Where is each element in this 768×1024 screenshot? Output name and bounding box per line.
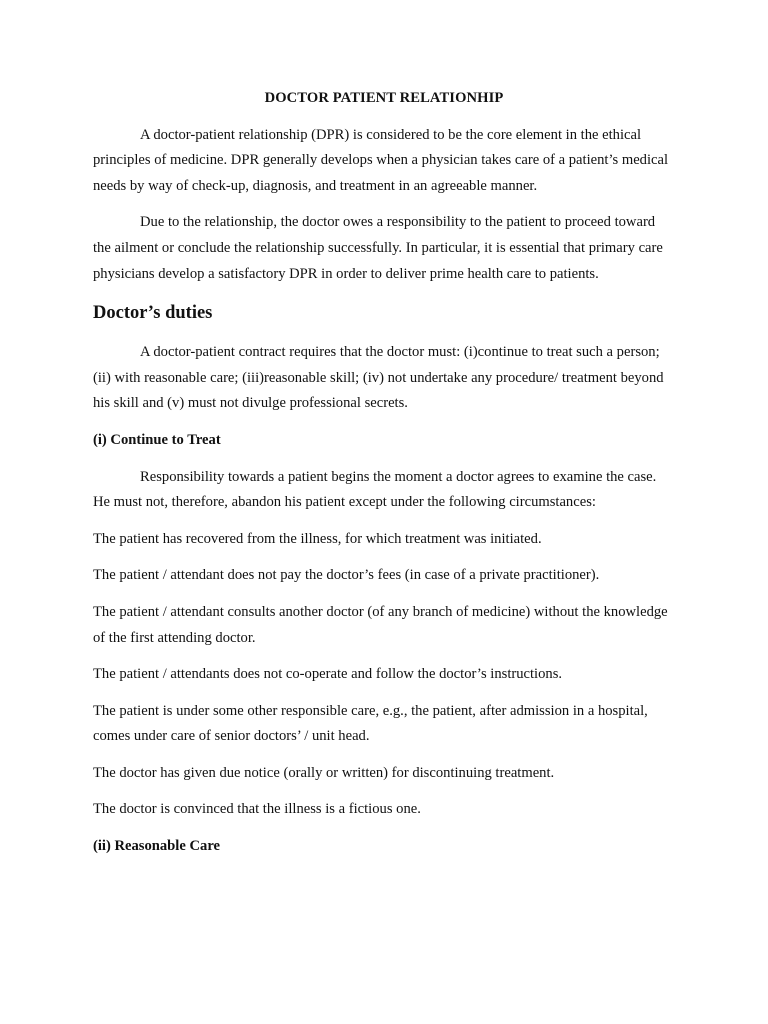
subsection-paragraph: Responsibility towards a patient begins the moment a doctor agrees to examine the case. He must not, therefore, abandon his patient except under the following circumstances: — [93, 468, 657, 511]
section-paragraph: A doctor-patient contract requires that the doctor must: (i)continue to treat such a person; (ii) with reasonable care; (iii)reasonable skill; (iv) not undertake any procedure/ treatment beyond his skill and (v) must not divulge professional secrets. — [93, 344, 664, 412]
circumstance-item: The patient is under some other responsible care, e.g., the patient, after admission in a hospital, comes under care of senior doctors’ / unit head. — [93, 702, 648, 745]
circumstance-item: The patient / attendants does not co-operate and follow the doctor’s instructions. — [93, 666, 563, 683]
circumstance-item: The patient has recovered from the illness, for which treatment was initiated. — [93, 530, 542, 547]
intro-paragraph-1: A doctor-patient relationship (DPR) is considered to be the core element in the ethical principles of medicine. DPR generally develops when a physician takes care of a patient’s medical needs by way of check-up, diagnosis, and treatment in an agreeable manner. — [93, 126, 669, 194]
section-heading-doctors-duties: Doctor’s duties — [93, 303, 213, 324]
document-title: DOCTOR PATIENT RELATIONHIP — [264, 90, 504, 106]
subheading-continue-to-treat: (i) Continue to Treat — [93, 431, 221, 448]
circumstance-item: The patient / attendant consults another doctor (of any branch of medicine) without the knowledge of the first attending doctor. — [93, 603, 668, 646]
circumstance-item: The doctor has given due notice (orally or written) for discontinuing treatment. — [93, 764, 555, 781]
circumstance-item: The doctor is convinced that the illness is a fictious one. — [93, 801, 421, 818]
intro-paragraph-2: Due to the relationship, the doctor owes a responsibility to the patient to proceed toward the ailment or conclude the relationship successfully. In particular, it is essential that primary care physicians develop a satisfactory DPR in order to deliver prime health care to patients. — [93, 214, 663, 282]
subheading-reasonable-care: (ii) Reasonable Care — [93, 838, 221, 855]
circumstance-item: The patient / attendant does not pay the doctor’s fees (in case of a private practitioner). — [93, 567, 600, 584]
document-page — [93, 86, 675, 871]
